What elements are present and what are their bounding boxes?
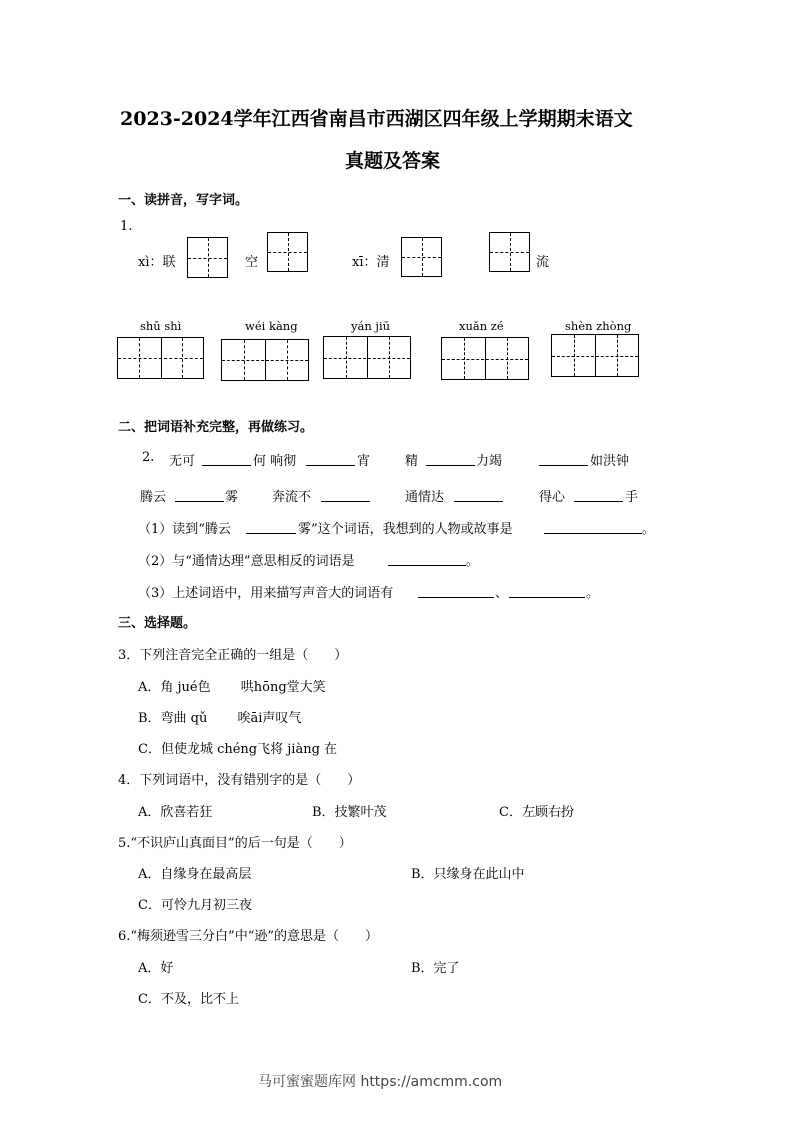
subquestion-text: （2）与“通情达理”意思相反的词语是	[138, 554, 355, 569]
question-stem: 3．下列注音完全正确的一组是（ ）	[118, 648, 348, 663]
fill-blank[interactable]	[544, 533, 642, 534]
fill-blank[interactable]	[246, 533, 296, 534]
word-box[interactable]	[221, 339, 309, 381]
footer-watermark: 马可蜜蜜题库网 https://amcmm.com	[258, 1074, 503, 1090]
label-liu: 流	[536, 255, 550, 270]
fill-blank[interactable]	[454, 501, 503, 502]
idiom-text: 如洪钟	[590, 454, 630, 469]
page-title: 2023-2024学年江西省南昌市西湖区四年级上学期期末语文	[120, 108, 633, 130]
option-b[interactable]: B．只缘身在此山中	[411, 867, 525, 882]
idiom-text: 得心	[539, 490, 566, 505]
subquestion-text: （1）读到“腾云	[138, 522, 231, 537]
subquestion-text: 雾”这个词语，我想到的人物或故事是	[298, 522, 513, 537]
idiom-text: 手	[625, 490, 639, 505]
question-stem: 4．下列词语中，没有错别字的是（ ）	[118, 773, 361, 788]
idiom-text: 通情达	[405, 490, 445, 505]
fill-blank[interactable]	[306, 465, 355, 466]
fill-blank[interactable]	[426, 465, 475, 466]
section3-heading: 三、选择题。	[118, 616, 197, 631]
char-box[interactable]	[401, 237, 442, 277]
question-number: 2.	[142, 450, 155, 465]
label-kong: 空	[245, 255, 259, 270]
option-a[interactable]: A．自缘身在最高层	[138, 867, 252, 882]
pinyin-label: wéi kàng	[245, 319, 298, 333]
idiom-text: 奔流不	[272, 490, 312, 505]
char-box[interactable]	[267, 232, 308, 272]
word-box[interactable]	[117, 337, 204, 379]
option-a[interactable]: A．欣喜若狂	[138, 805, 213, 820]
idiom-text: 力竭	[476, 454, 503, 469]
pinyin-label: shèn zhòng	[565, 319, 632, 333]
fill-blank[interactable]	[202, 465, 251, 466]
option-b[interactable]: B．弯曲 qǔ 唉āi声叹气	[138, 711, 302, 726]
option-c[interactable]: C．左顾右扮	[499, 805, 574, 820]
fill-blank[interactable]	[175, 501, 224, 502]
idiom-text: 宵	[357, 454, 371, 469]
char-box[interactable]	[489, 232, 530, 272]
fill-blank[interactable]	[388, 565, 466, 566]
option-c[interactable]: C．不及，比不上	[138, 992, 239, 1007]
section2-heading: 二、把词语补充完整，再做练习。	[118, 420, 314, 435]
option-b[interactable]: B．技繁叶茂	[312, 805, 387, 820]
fill-blank[interactable]	[321, 501, 370, 502]
idiom-text: 雾	[225, 490, 239, 505]
section1-heading: 一、读拼音，写字词。	[118, 193, 249, 208]
subquestion-text: 、	[495, 586, 509, 601]
label-xi1: xī：清	[352, 255, 390, 270]
fill-blank[interactable]	[418, 597, 494, 598]
word-box[interactable]	[551, 334, 639, 377]
question-stem: 6.“梅须逊雪三分白”中“逊”的意思是（ ）	[118, 929, 378, 944]
pinyin-label: yán jiū	[351, 319, 391, 333]
char-box[interactable]	[187, 237, 228, 278]
fill-blank[interactable]	[509, 597, 585, 598]
option-a[interactable]: A．角 jué色 哄hōng堂大笑	[138, 680, 326, 695]
option-c[interactable]: C．但使龙城 chéng飞将 jiàng 在	[138, 742, 338, 757]
fill-blank[interactable]	[539, 465, 588, 466]
pinyin-label: shū shì	[140, 319, 182, 333]
pinyin-label: xuǎn zé	[459, 319, 504, 333]
word-box[interactable]	[323, 336, 411, 379]
idiom-text: 腾云	[140, 490, 167, 505]
option-c[interactable]: C．可怜九月初三夜	[138, 898, 252, 913]
option-b[interactable]: B．完了	[411, 961, 460, 976]
question-number: 1.	[120, 219, 133, 234]
option-a[interactable]: A．好	[138, 961, 174, 976]
idiom-text: 无可	[169, 454, 196, 469]
word-box[interactable]	[441, 337, 529, 380]
subquestion-text: 。	[466, 554, 480, 569]
question-stem: 5.“不识庐山真面目”的后一句是（ ）	[118, 836, 352, 851]
idiom-text: 何 响彻	[253, 454, 297, 469]
subquestion-text: 。	[586, 586, 600, 601]
fill-blank[interactable]	[574, 501, 623, 502]
subquestion-text: （3）上述词语中，用来描写声音大的词语有	[138, 586, 394, 601]
idiom-text: 精	[405, 454, 419, 469]
page-title-line2: 真题及答案	[345, 150, 441, 172]
label-xi4: xì：联	[138, 255, 176, 270]
subquestion-text: 。	[642, 522, 656, 537]
